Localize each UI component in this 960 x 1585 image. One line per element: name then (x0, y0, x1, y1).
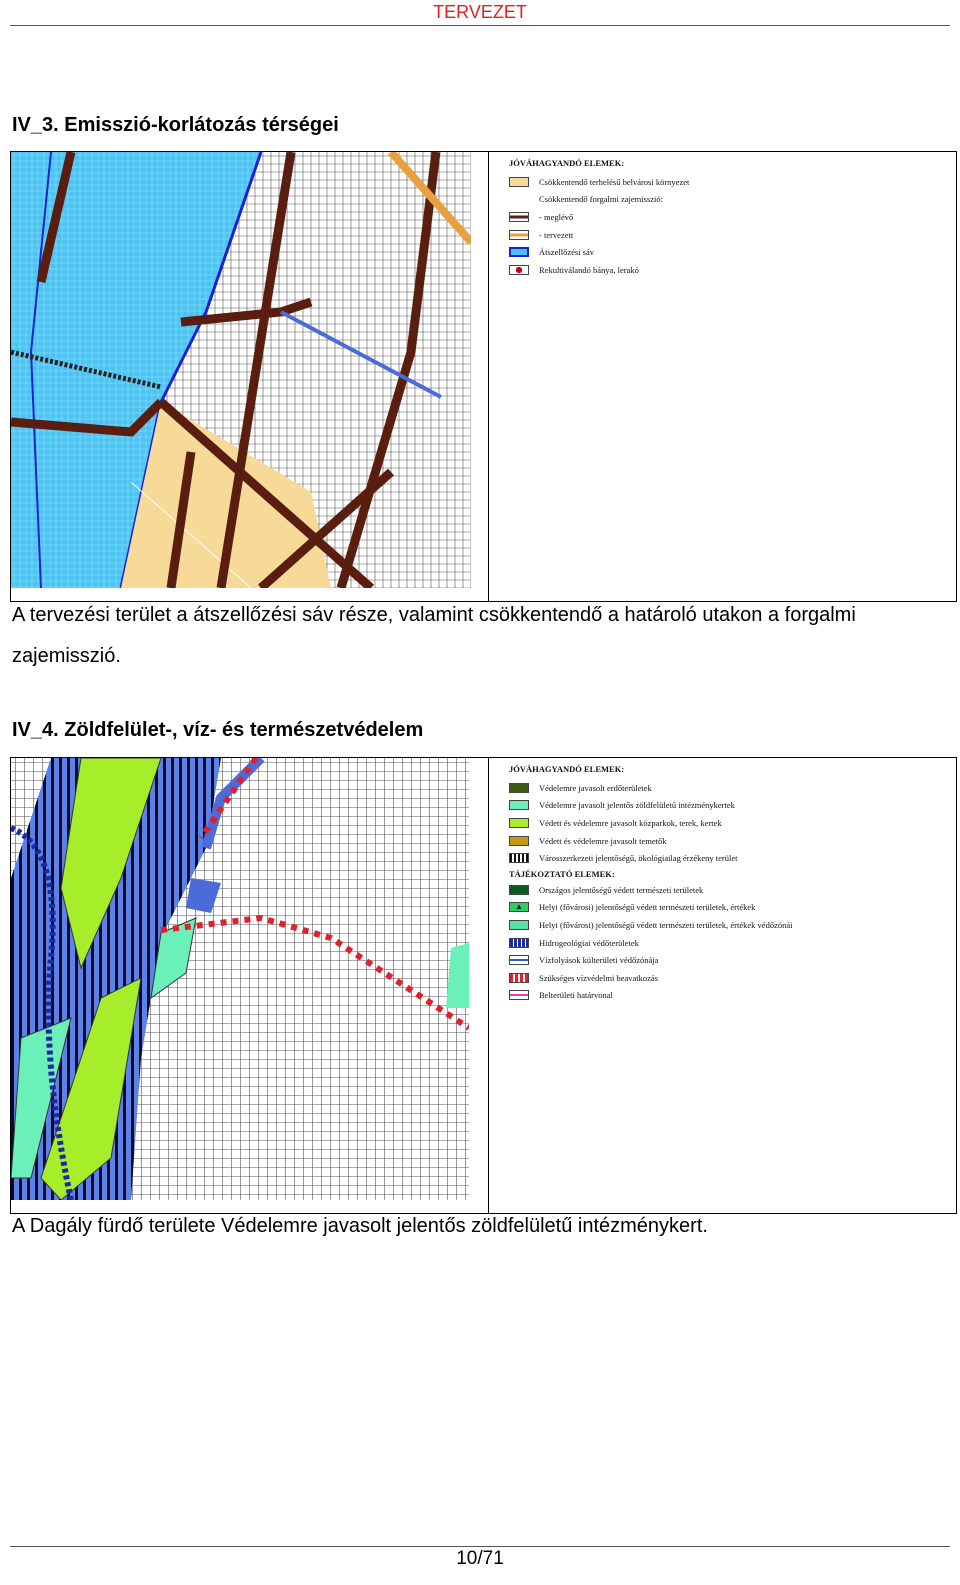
legend-label: Rekultiválandó bánya, lerakó (539, 264, 639, 275)
legend-item (509, 832, 792, 850)
legend-item (509, 226, 689, 244)
legend-label: Csökkentendő terhelésű belvárosi környezet (539, 176, 690, 187)
legend-item (509, 934, 792, 952)
legend-title: JÓVÁHAGYANDÓ ELEMEK: (509, 158, 625, 168)
legend-label: Hidrogeológiai védőterületek (539, 937, 639, 948)
section-iv3-text: A tervezési terület a átszellőzési sáv része, valamint csökkentendő a határoló utakon a forgalmi zajemisszió. (12, 604, 856, 667)
legend-label: Védett és védelemre javasolt közparkok, terek, kertek (539, 817, 722, 828)
legend-item (509, 797, 792, 815)
legend-label: Védelemre javasolt erdőterületek (539, 782, 652, 793)
legend-item (509, 987, 792, 1005)
legend-label: Védelemre javasolt jelentős zöldfelületű intézménykertek (539, 800, 735, 811)
emission-map-image (11, 152, 471, 588)
legend-swatch (509, 194, 529, 204)
section-number: IV_4. (12, 719, 59, 741)
section-title: Emisszió-korlátozás térségei (58, 114, 339, 136)
legend-swatch (509, 973, 529, 983)
legend-swatch (509, 212, 529, 222)
emission-legend-panel (488, 152, 956, 601)
legend-label: Csökkentendő forgalmi zajemisszió: (539, 194, 664, 205)
legend-label: - meglévő (539, 211, 574, 222)
legend-swatch (509, 885, 529, 895)
legend-swatch (509, 800, 529, 810)
nature-legend (509, 764, 792, 1004)
legend-swatch (509, 853, 529, 863)
legend-item (509, 814, 792, 832)
legend-item (509, 173, 689, 191)
legend-item (509, 243, 689, 261)
section-heading-iv3 (12, 114, 339, 137)
nature-protection-map-figure (10, 757, 957, 1214)
section-heading-iv4 (12, 719, 423, 742)
legend-swatch (509, 230, 529, 240)
legend-label: Belterületi határvonal (539, 990, 613, 1001)
legend-item (509, 261, 689, 279)
legend-label: Helyi (fővárosi) jelentőségű védett természeti területek, értékek védőzónái (539, 919, 793, 930)
legend-label: - tervezett (539, 229, 574, 240)
legend-swatch (509, 818, 529, 828)
legend-label: Vízfolyások külterületi védőzónája (539, 955, 659, 966)
legend-title-informative: TÁJÉKOZTATÓ ELEMEK: (509, 868, 615, 879)
legend-swatch (509, 990, 529, 1000)
legend-label: Védett és védelemre javasolt temetők (539, 835, 667, 846)
legend-item (509, 191, 689, 209)
legend-label: Helyi (fővárosi) jelentőségű védett természeti területek, értékek (539, 902, 756, 913)
nature-protection-map-image (11, 758, 469, 1200)
section-title: Zöldfelület-, víz- és természetvédelem (58, 719, 424, 741)
legend-item (509, 881, 792, 899)
legend-swatch (509, 247, 529, 257)
legend-swatch (509, 836, 529, 846)
legend-title: JÓVÁHAGYANDÓ ELEMEK: (509, 764, 625, 774)
document-header-title: TERVEZET (433, 2, 527, 22)
legend-swatch (509, 783, 529, 793)
legend-item (509, 916, 792, 934)
header-divider (10, 25, 950, 26)
legend-item (509, 899, 792, 917)
legend-swatch (509, 920, 529, 930)
legend-swatch (509, 265, 529, 275)
legend-item (509, 969, 792, 987)
legend-item (509, 951, 792, 969)
legend-swatch (509, 955, 529, 965)
nature-legend-panel (488, 758, 956, 1213)
page-number: 10/71 (456, 1548, 504, 1569)
legend-item (509, 849, 792, 867)
legend-label: Városszerkezeti jelentőségű, ökológiailag érzékeny terület (539, 853, 738, 864)
emission-legend (509, 158, 689, 279)
section-number: IV_3. (12, 114, 59, 136)
legend-item (509, 779, 792, 797)
footer-divider (10, 1546, 950, 1547)
legend-item (509, 208, 689, 226)
legend-swatch (509, 938, 529, 948)
section-iv4-text: A Dagály fürdő területe Védelemre javasolt jelentős zöldfelületű intézménykert. (12, 1215, 708, 1237)
legend-swatch (509, 177, 529, 187)
legend-label: Átszellőzési sáv (539, 247, 594, 258)
legend-label: Országos jelentőségű védett természeti területek (539, 884, 704, 895)
legend-swatch: ▲ (509, 902, 529, 912)
emission-map-figure (10, 151, 957, 602)
legend-label: Szükséges vízvédelmi beavatkozás (539, 972, 658, 983)
